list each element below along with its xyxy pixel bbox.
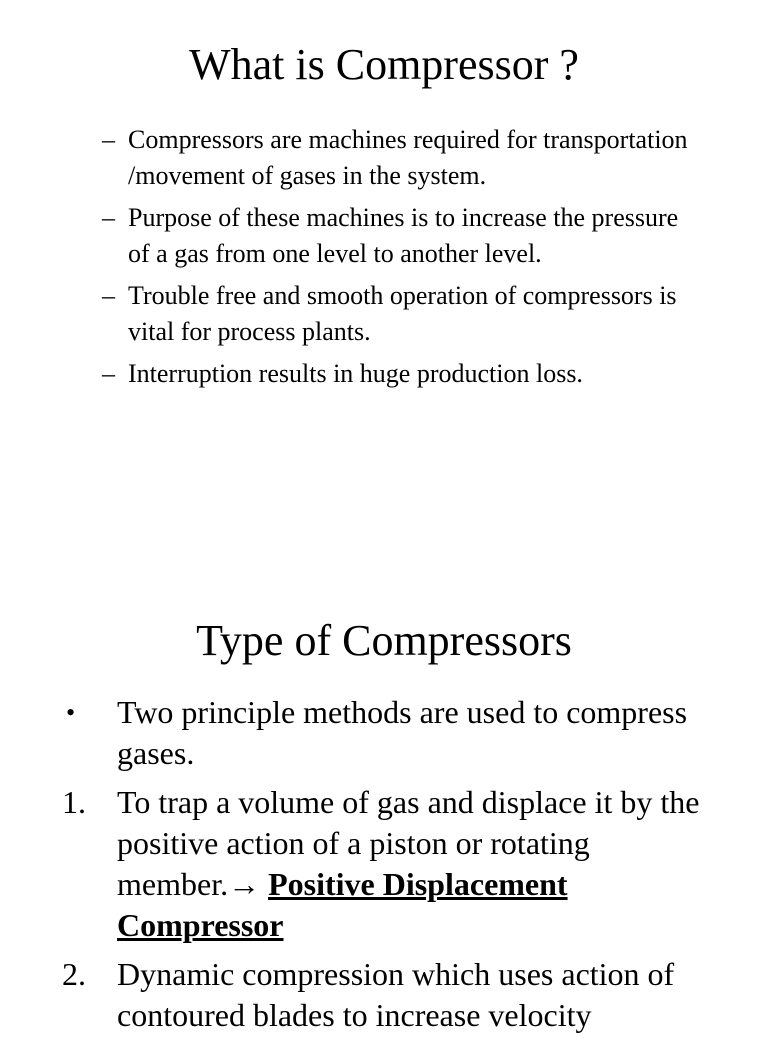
slide-title: What is Compressor ? bbox=[189, 40, 579, 89]
method-list bbox=[62, 692, 722, 1044]
slide-what-is-compressor bbox=[0, 0, 768, 512]
arrow-icon: → bbox=[228, 866, 261, 902]
slide-type-of-compressors bbox=[0, 512, 768, 1033]
slide-title: Type of Compressors bbox=[196, 616, 572, 665]
list-item bbox=[102, 356, 702, 392]
number-marker: 1. bbox=[62, 784, 86, 820]
bullet-marker: • bbox=[66, 698, 76, 727]
list-item-text: Compressors are machines required for transportation /movement of gases in the system. bbox=[128, 125, 688, 190]
list-item-text: Purpose of these machines is to increase the pressure of a gas from one level to another level. bbox=[128, 203, 679, 268]
list-item-text: Trouble free and smooth operation of compressors is vital for process plants. bbox=[128, 281, 677, 346]
dash-marker: – bbox=[102, 203, 115, 232]
dash-marker: – bbox=[102, 281, 115, 310]
highlight-term: Positive Displacement Compressor bbox=[117, 866, 568, 943]
list-item-text: Dynamic compression which uses action of contoured blades to increase velocity bbox=[117, 956, 675, 1033]
list-item-text: Two principle methods are used to compress gases. bbox=[117, 694, 688, 771]
dash-marker: – bbox=[102, 125, 115, 154]
list-item bbox=[102, 122, 702, 194]
number-marker: 2. bbox=[62, 956, 86, 992]
list-item bbox=[62, 692, 722, 774]
list-item bbox=[102, 200, 702, 272]
bullet-list bbox=[102, 122, 702, 398]
list-item-text: Interruption results in huge production loss. bbox=[128, 359, 583, 388]
list-item-text: To trap a volume of gas and displace it by the positive action of a piston or rotating member. bbox=[117, 784, 700, 902]
dash-marker: – bbox=[102, 359, 115, 388]
list-item bbox=[62, 782, 722, 946]
list-item bbox=[102, 278, 702, 350]
